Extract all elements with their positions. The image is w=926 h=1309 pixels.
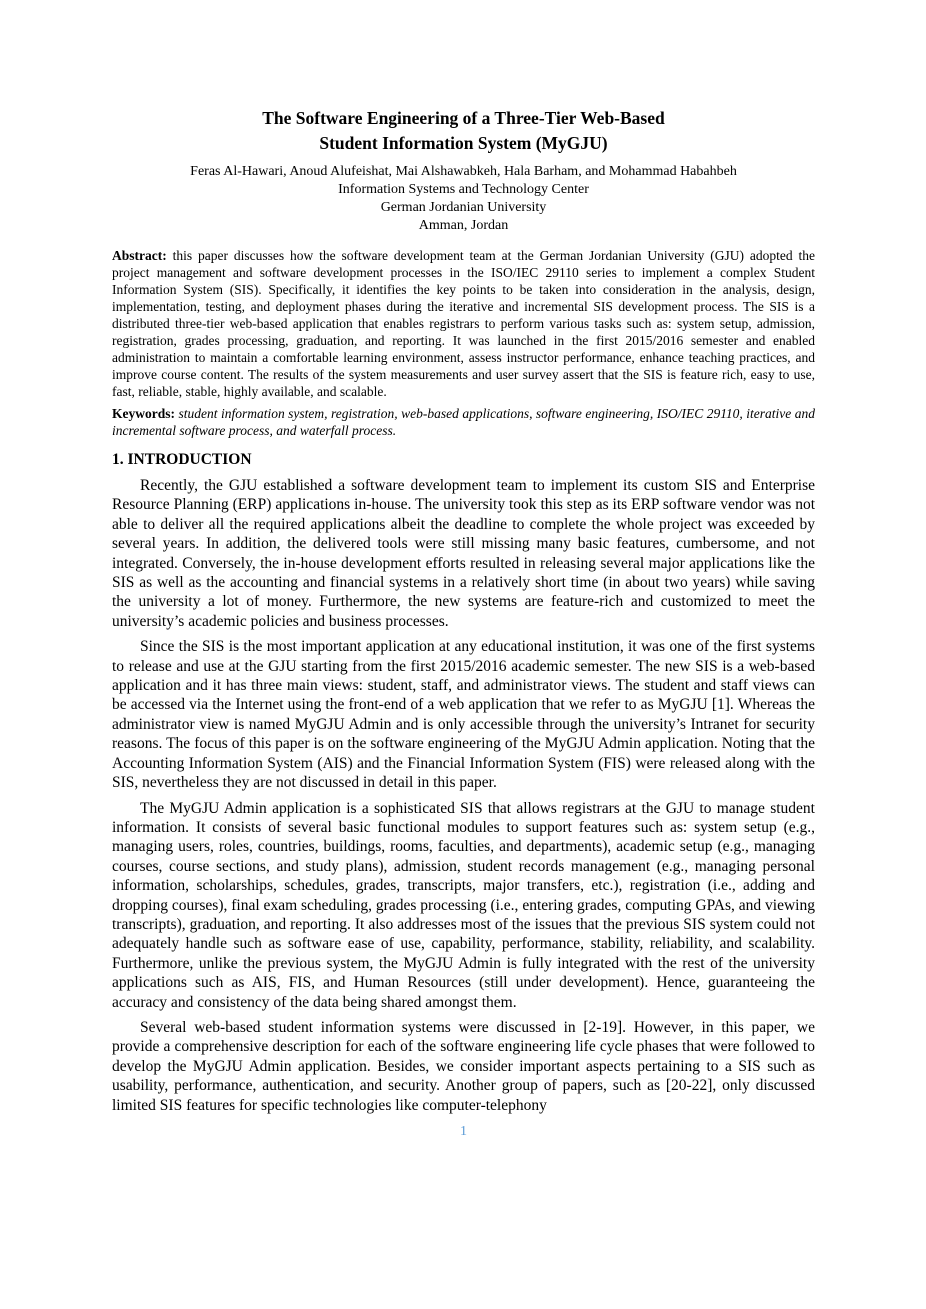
abstract-label: Abstract: <box>112 248 167 263</box>
affiliation-university: German Jordanian University <box>380 200 547 215</box>
intro-paragraph-4: Several web-based student information systems were discussed in [2-19]. However, in this paper, we provide a comprehensive description for each of the software engineering life cycle phases that were followed to develop the MyGJU Admin application. Besides, we consider important aspects pertaining to a SIS such as usability, performance, authentication, and security. Another group of papers, such as [20-22], only discussed limited SIS features for specific technologies like computer-telephony <box>112 1018 815 1114</box>
intro-paragraph-2: Since the SIS is the most important application at any educational institution, it was one of the first systems to release and use at the GJU starting from the first 2015/2016 academic semester. The new SIS is a web-based application and it has three main views: student, staff, and administrator views. The student and staff views can be accessed via the Internet using the front-end of a web application that we refer to as MyGJU [1]. Whereas the administrator view is named MyGJU Admin and is only accessible through the university’s Intranet for security reasons. The focus of this paper is on the software engineering of the MyGJU Admin application. Noting that the Accounting Information System (AIS) and the Financial Information System (FIS) were released along with the SIS, nevertheless they are not discussed in detail in this paper. <box>112 638 815 792</box>
paper-title-line1: The Software Engineering of a Three-Tier Web-Based <box>262 108 665 128</box>
paper-title-line2: Student Information System (MyGJU) <box>319 133 608 153</box>
intro-paragraph-1: Recently, the GJU established a software development team to implement its custom SIS and Enterprise Resource Planning (ERP) applications in-house. The university took this step as its ERP software vendor was not able to deliver all the required applications albeit the deadline to complete the whole project was exceeded by several years. In addition, the delivered tools were still missing many basic features, cumbersome, and not integrated. Conversely, the in-house development efforts resulted in releasing several major applications like the SIS as well as the accounting and financial systems in a relatively short time (in about two years) while saving the university a lot of money. Furthermore, the new systems are feature-rich and customized to meet the university’s academic policies and business processes. <box>112 477 815 630</box>
paper-title <box>112 106 815 156</box>
section-heading-introduction: 1. INTRODUCTION <box>112 451 252 468</box>
abstract-text: this paper discusses how the software development team at the German Jordanian University (GJU) adopted the project management and software development processes in the ISO/IEC 29110 series to implement a complex Student Information System (SIS). Specifically, it identifies the key points to be taken into consideration in the analysis, design, implementation, testing, and deployment phases during the iterative and incremental SIS development process. The SIS is a distributed three-tier web-based application that enables registrars to perform various tasks such as: system setup, admission, registration, grades processing, graduation, and reporting. It was launched in the first 2015/2016 semester and enabled administration to maintain a comfortable learning environment, assess instructor performance, enhance teaching practices, and improve course content. The results of the system measurements and user survey assert that the SIS is feature rich, easy to use, fast, reliable, stable, highly available, and scalable. <box>112 248 815 399</box>
keywords-label: Keywords: <box>112 406 175 421</box>
keywords-text: student information system, registration, web-based applications, software engineering, ISO/IEC 29110, iterative and incremental software process, and waterfall process. <box>112 406 815 438</box>
abstract-paragraph <box>112 247 815 400</box>
intro-paragraph-3: The MyGJU Admin application is a sophisticated SIS that allows registrars at the GJU to manage student information. It consists of several basic functional modules to support features such as: system setup (e.g., managing users, roles, countries, buildings, rooms, faculties, and departments), academic setup (e.g., managing courses, course sections, and study plans), admission, student records management (e.g., managing personal information, scholarships, schedules, grades, transcripts, major transfers, etc.), registration (i.e., adding and dropping courses), final exam scheduling, grades processing (i.e., entering grades, computing GPAs, and viewing transcripts), graduation, and reporting. It also addresses most of the issues that the previous SIS system could not adequately handle such as software ease of use, capability, performance, stability, reliability, and scalability. Furthermore, unlike the previous system, the MyGJU Admin is fully integrated with the rest of the university applications such as AIS, FIS, and Human Resources (still under development). Hence, guaranteeing the accuracy and consistency of the data being shared amongst them. <box>112 799 815 1011</box>
page-number: 1 <box>460 1124 467 1139</box>
authors-line: Feras Al-Hawari, Anoud Alufeishat, Mai Alshawabkeh, Hala Barham, and Mohammad Habahbeh <box>190 164 737 179</box>
affiliation-department: Information Systems and Technology Center <box>338 182 589 197</box>
keywords-paragraph <box>112 405 815 439</box>
affiliation-location: Amman, Jordan <box>418 218 509 233</box>
byline-block <box>112 163 815 235</box>
